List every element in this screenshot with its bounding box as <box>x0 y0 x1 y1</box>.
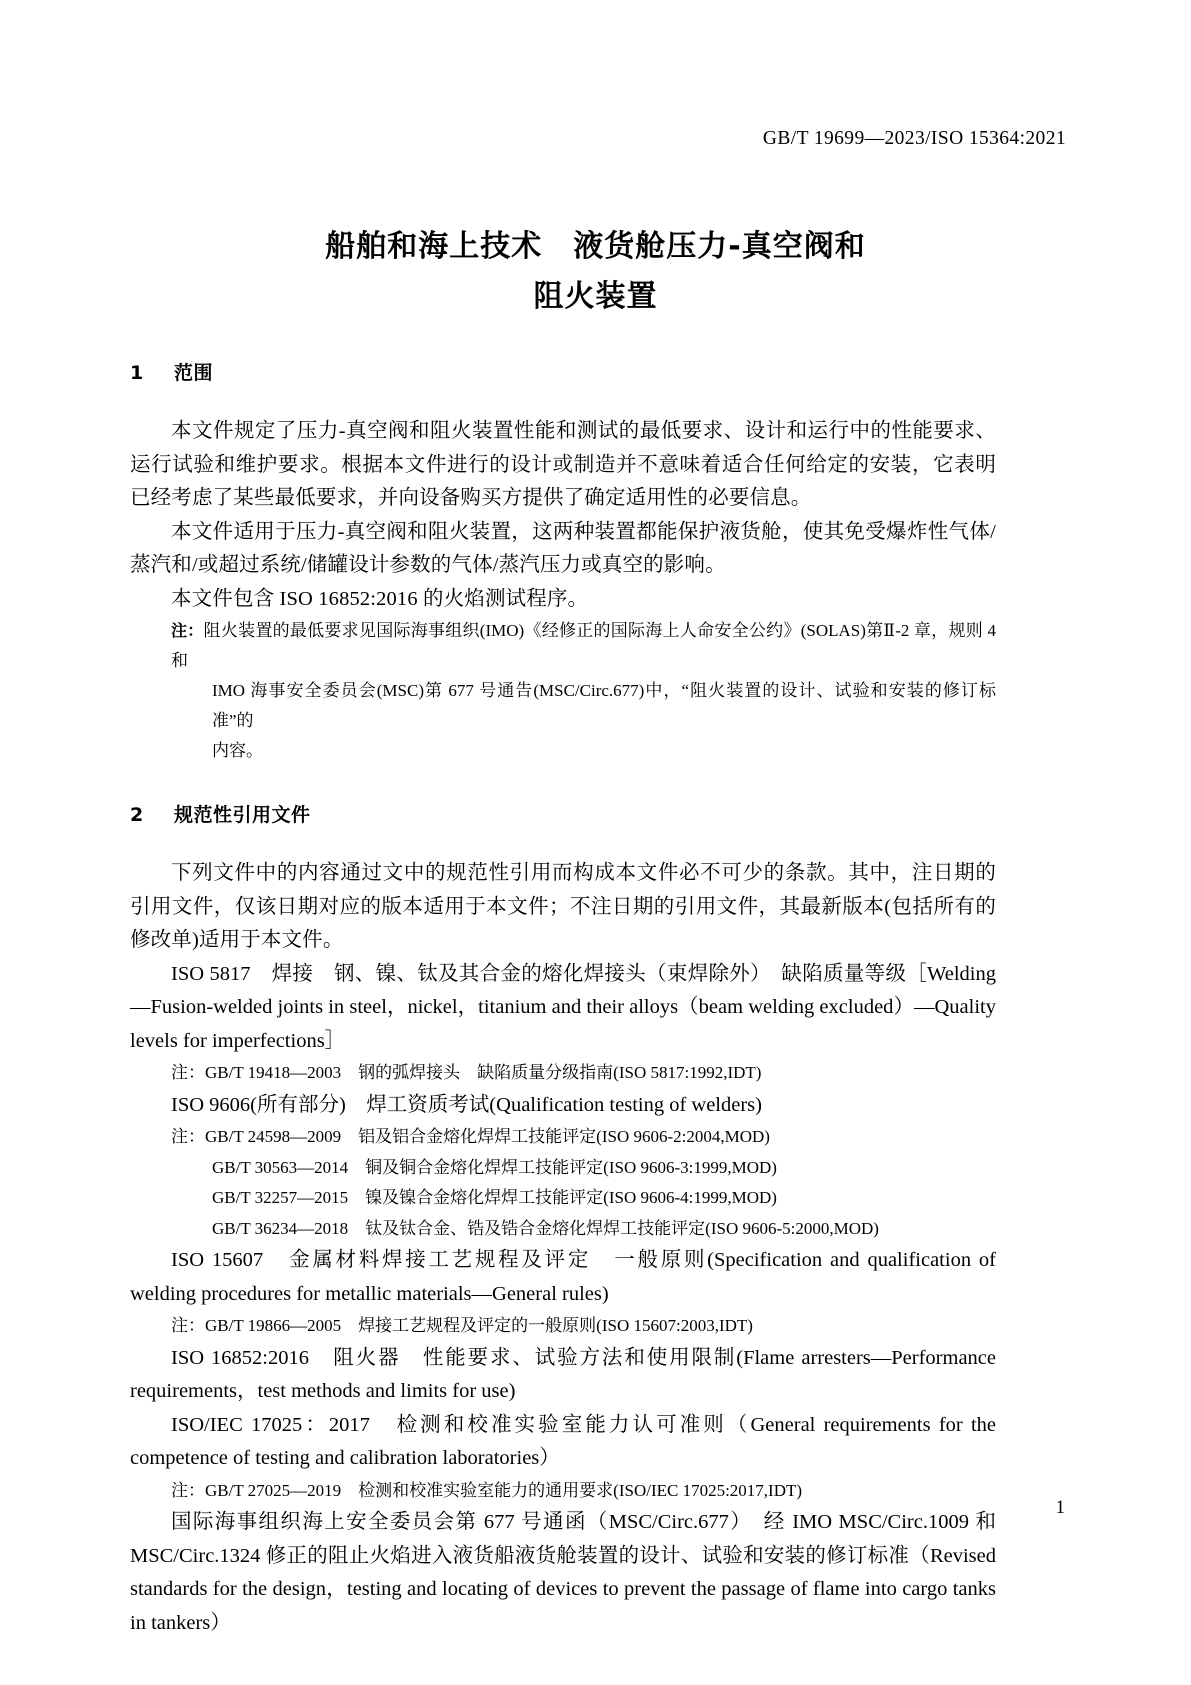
reference-note-iso15607-0 <box>130 1311 996 1342</box>
section-1-note-continuation-2: 内容。 <box>212 741 263 760</box>
page-title <box>125 222 1066 322</box>
reference-note-iso9606-1: GB/T 30563—2014 铜及铜合金熔化焊焊工技能评定(ISO 9606-3:1999,MOD) <box>212 1157 777 1177</box>
section-heading-1 <box>130 358 996 385</box>
note-body: GB/T 19418—2003 钢的弧焊接头 缺陷质量分级指南(ISO 5817:1992,IDT) <box>205 1063 762 1082</box>
reference-note-iso5817-0 <box>130 1058 996 1089</box>
section-2-intro-paragraph: 下列文件中的内容通过文中的规范性引用而构成本文件必不可少的条款。其中，注日期的引用文件，仅该日期对应的版本适用于本文件；不注日期的引用文件，其最新版本(包括所有的修改单)适用于本文件。 <box>130 862 996 951</box>
note-body: 阻火装置的最低要求见国际海事组织(IMO)《经修正的国际海上人命安全公约》(SOLAS)第Ⅱ-2 章，规则 4 和 <box>171 621 996 670</box>
reference-entry-iso15607: ISO 15607 金属材料焊接工艺规程及评定 一般原则(Specification and qualification of welding procedures for metallic materials—General rules) <box>130 1249 996 1305</box>
note-body: GB/T 27025—2019 检测和校准实验室能力的通用要求(ISO/IEC 17025:2017,IDT) <box>205 1480 803 1500</box>
section-2-title: 规范性引用文件 <box>173 804 311 826</box>
reference-entry-msc677: 国际海事组织海上安全委员会第 677 号通函（MSC/Circ.677） 经 IMO MSC/Circ.1009 和 MSC/Circ.1324 修正的阻止火焰进入液货船液货舱装置的设计、试验和安装的修订标准（Revised standards for the design，testing and locating of devices to prevent the passage of flame into cargo tanks in tankers） <box>130 1511 996 1634</box>
note-body: GB/T 19866—2005 焊接工艺规程及评定的一般原则(ISO 15607:2003,IDT) <box>205 1316 753 1335</box>
reference-entry-iso5817: ISO 5817 焊接 钢、镍、钛及其合金的熔化焊接头（束焊除外） 缺陷质量等级［Welding—Fusion-welded joints in steel，nickel，titanium and their alloys（beam welding excluded）—Quality levels for imperfections］ <box>130 962 996 1052</box>
reference-entry-iso16852: ISO 16852:2016 阻火器 性能要求、试验方法和使用限制(Flame arresters—Performance requirements，test methods and limits for use) <box>130 1346 996 1402</box>
doc-title-line-2: 阻火装置 <box>533 279 658 314</box>
note-label: 注： <box>171 621 204 640</box>
section-1-paragraph-3: 本文件包含 ISO 16852:2016 的火焰测试程序。 <box>171 587 589 610</box>
section-1-paragraph-1: 本文件规定了压力-真空阀和阻火装置性能和测试的最低要求、设计和运行中的性能要求、运行试验和维护要求。根据本文件进行的设计或制造并不意味着适合任何给定的安装，它表明已经考虑了某些最低要求，并向设备购买方提供了确定适用性的必要信息。 <box>130 420 996 509</box>
note-label: 注： <box>171 1063 205 1082</box>
note-label: 注： <box>171 1480 205 1500</box>
reference-entry-isoiec17025: ISO/IEC 17025：2017 检测和校准实验室能力认可准则（General requirements for the competence of testing and calibration laboratories） <box>130 1413 996 1469</box>
reference-note-iso9606-3: GB/T 36234—2018 钛及钛合金、锆及锆合金熔化焊焊工技能评定(ISO 9606-5:2000,MOD) <box>212 1218 879 1238</box>
reference-note-iso9606-0 <box>130 1122 996 1153</box>
note-label: 注： <box>171 1127 205 1146</box>
section-1-title: 范围 <box>173 362 213 384</box>
reference-entry-iso9606: ISO 9606(所有部分) 焊工资质考试(Qualification testing of welders) <box>171 1093 762 1116</box>
section-heading-2 <box>130 800 996 827</box>
section-1-number: 1 <box>130 362 144 384</box>
section-1-paragraph-2: 本文件适用于压力-真空阀和阻火装置，这两种装置都能保护液货舱，使其免受爆炸性气体/蒸汽和/或超过系统/储罐设计参数的气体/蒸汽压力或真空的影响。 <box>130 520 996 576</box>
document-body <box>130 358 996 1640</box>
page-number: 1 <box>1055 1497 1065 1518</box>
reference-note-isoiec17025-0 <box>130 1476 996 1507</box>
section-1-note-continuation-1: IMO 海事安全委员会(MSC)第 677 号通告(MSC/Circ.677)中，“阻火装置的设计、试验和安装的修订标准”的 <box>212 681 996 730</box>
section-2-number: 2 <box>130 804 144 826</box>
note-label: 注： <box>171 1316 205 1335</box>
reference-note-iso9606-2: GB/T 32257—2015 镍及镍合金熔化焊焊工技能评定(ISO 9606-4:1999,MOD) <box>212 1188 777 1207</box>
section-1-note <box>130 616 996 676</box>
doc-title-line-1: 船舶和海上技术 液货舱压力-真空阀和 <box>325 229 866 264</box>
note-body: GB/T 24598—2009 铝及铝合金熔化焊焊工技能评定(ISO 9606-2:2004,MOD) <box>205 1127 770 1146</box>
running-header-standard-ref: GB/T 19699—2023/ISO 15364:2021 <box>762 128 1066 149</box>
